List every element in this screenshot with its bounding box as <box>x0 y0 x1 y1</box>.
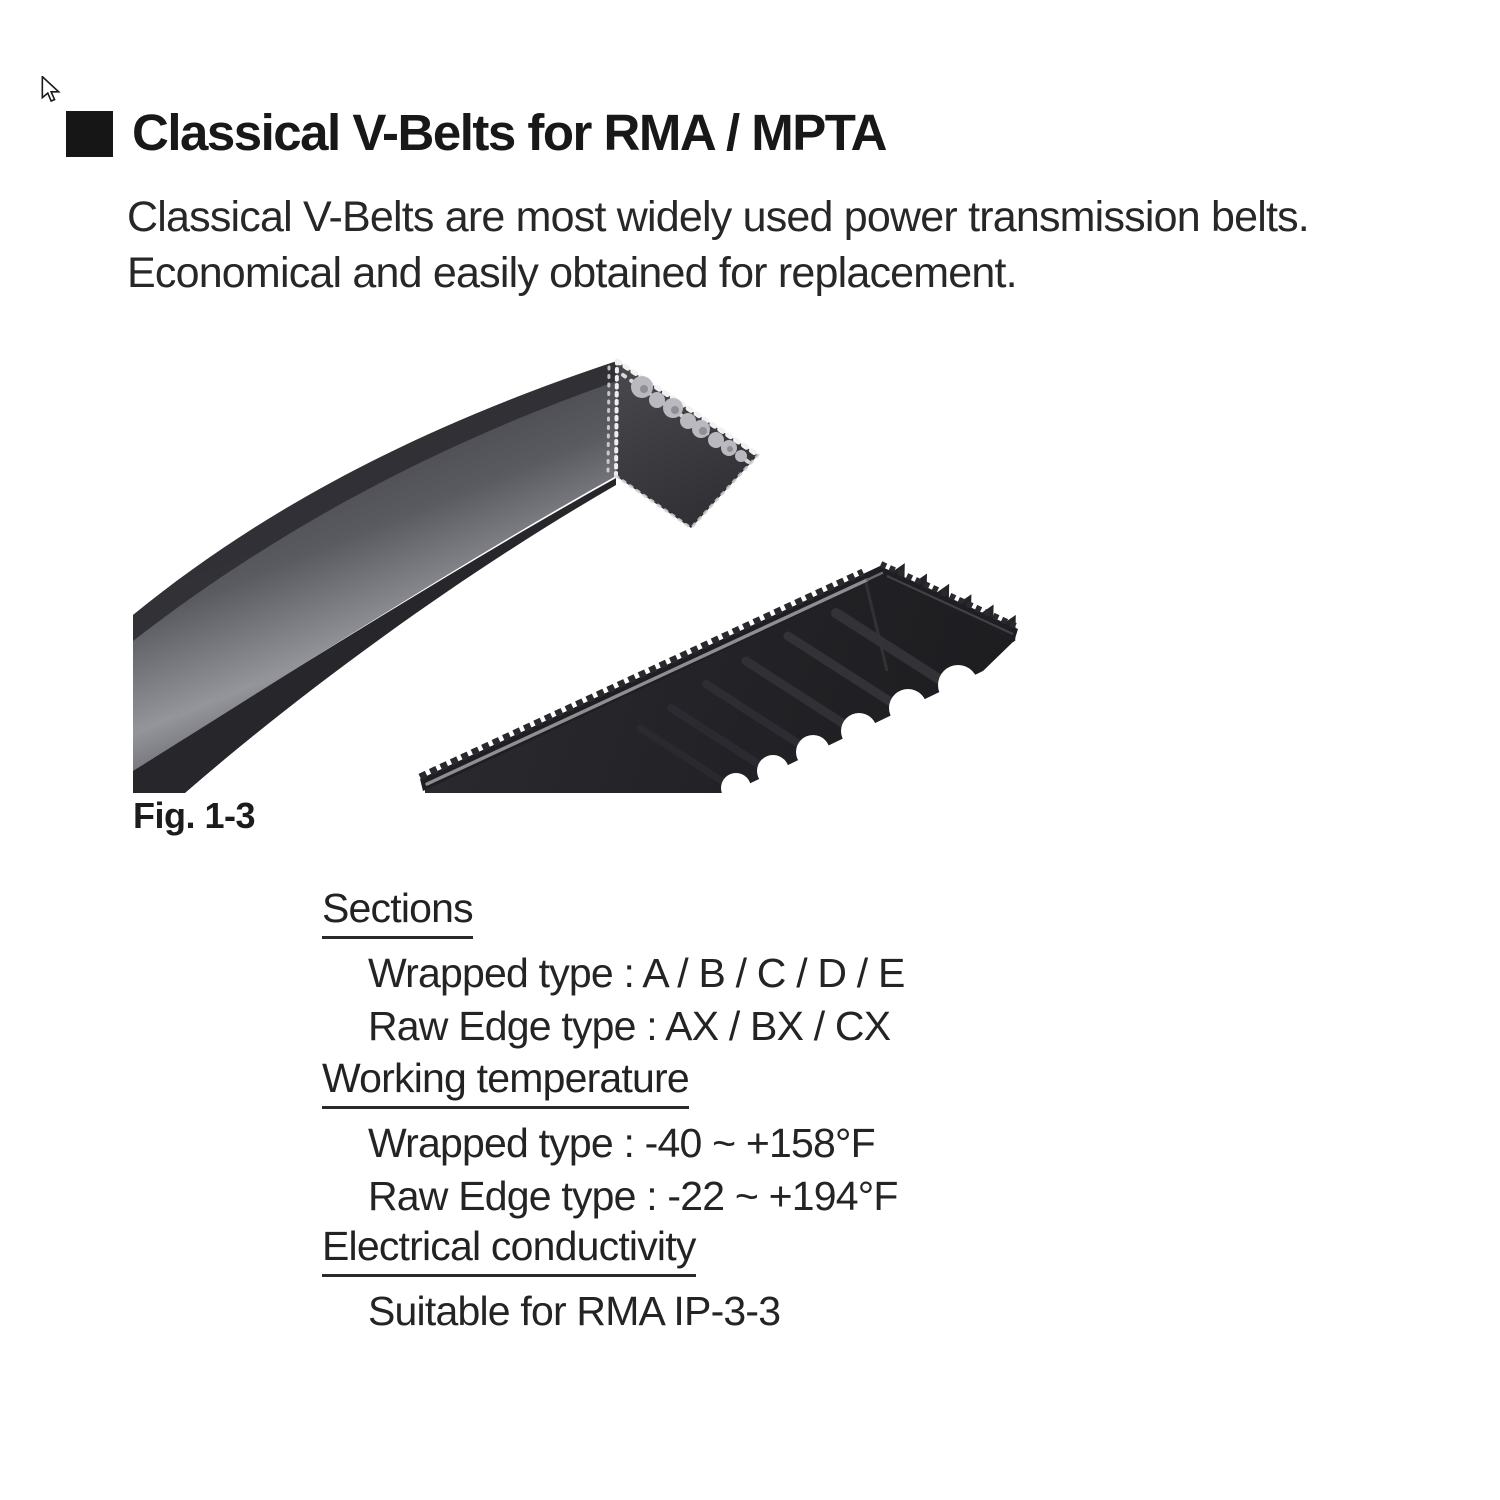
v-belt-figure <box>130 353 1035 793</box>
spec-heading-working-temperature: Working temperature <box>322 1056 689 1109</box>
spec-group-working-temperature <box>322 1056 1082 1223</box>
spec-item: Wrapped type : -40 ~ +158°F <box>368 1120 875 1166</box>
spec-item: Suitable for RMA IP-3-3 <box>368 1288 781 1334</box>
intro-line-2: Economical and easily obtained for replacement. <box>127 249 1017 297</box>
spec-group-sections <box>322 886 1082 1053</box>
intro-paragraph <box>127 189 1309 301</box>
figure-caption: Fig. 1-3 <box>133 795 256 836</box>
page-title: Classical V-Belts for RMA / MPTA <box>132 104 887 161</box>
spec-heading-sections: Sections <box>322 886 473 939</box>
spec-item: Raw Edge type : -22 ~ +194°F <box>368 1173 898 1219</box>
intro-line-1: Classical V-Belts are most widely used power transmission belts. <box>127 193 1309 241</box>
spec-heading-electrical-conductivity: Electrical conductivity <box>322 1224 696 1277</box>
spec-item: Raw Edge type : AX / BX / CX <box>368 1003 891 1049</box>
cogged-belt-illustration <box>420 563 1018 793</box>
section-bullet-square <box>66 111 113 157</box>
cogged-belt-body <box>425 574 1015 793</box>
mouse-cursor-icon <box>40 76 62 102</box>
spec-group-electrical-conductivity <box>322 1224 1082 1338</box>
stipple-left-edge <box>616 361 617 476</box>
spec-item: Wrapped type : A / B / C / D / E <box>368 950 905 996</box>
